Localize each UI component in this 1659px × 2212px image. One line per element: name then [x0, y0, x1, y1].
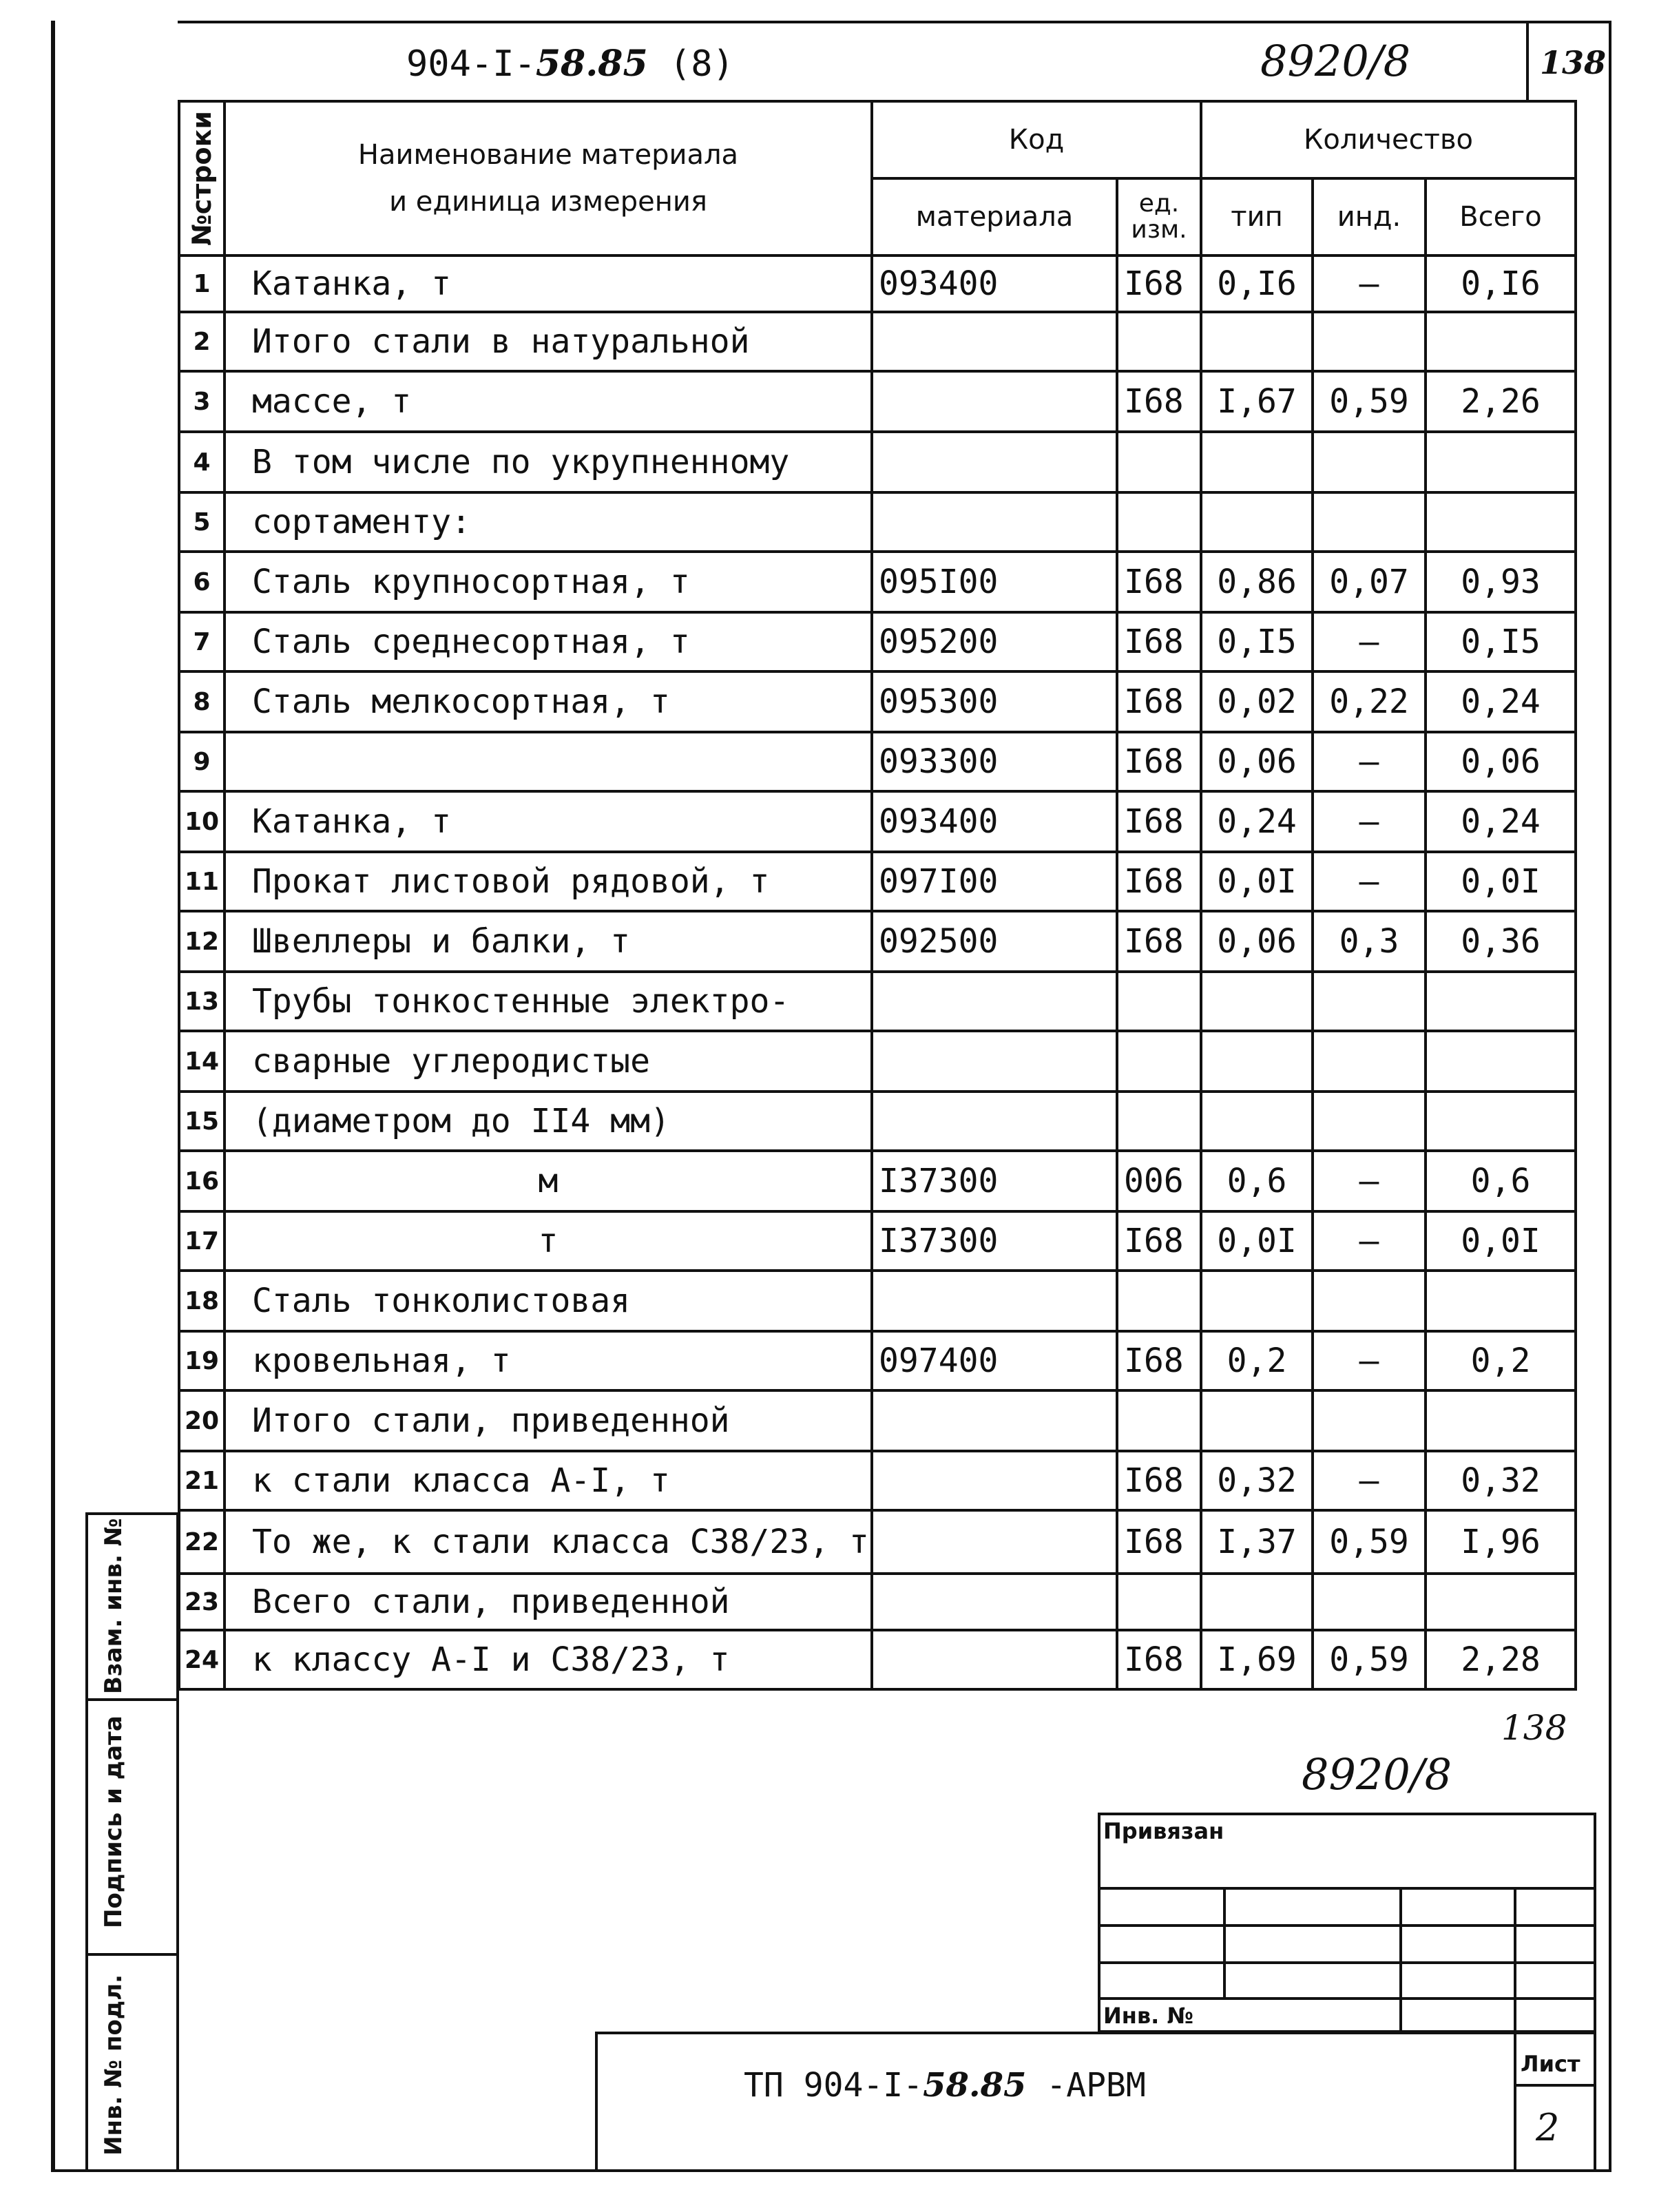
binding-block [1098, 1813, 1596, 2033]
qty-individual: – [1313, 791, 1426, 852]
row-number: 18 [179, 1271, 225, 1331]
material-code [872, 1390, 1117, 1451]
qty-total: 0,06 [1426, 732, 1576, 791]
qty-typical: 0,I6 [1201, 255, 1313, 312]
material-name: Итого стали, приведенной [225, 1390, 872, 1451]
table-row [179, 1151, 1576, 1211]
unit-code: I68 [1117, 671, 1201, 732]
material-code: 095300 [872, 671, 1117, 732]
unit-code [1117, 1574, 1201, 1630]
row-number: 13 [179, 972, 225, 1031]
row-number: 7 [179, 612, 225, 671]
stamp-archive-number: 8920/8 [1302, 1749, 1452, 1799]
row-number: 14 [179, 1031, 225, 1092]
qty-total: 0,0I [1426, 1211, 1576, 1271]
binding-line [1098, 1887, 1596, 1890]
header-material-code: материала [872, 178, 1117, 255]
material-code: 097400 [872, 1331, 1117, 1390]
material-code: 093400 [872, 791, 1117, 852]
material-code: 093400 [872, 255, 1117, 312]
qty-total [1426, 1031, 1576, 1092]
qty-typical: 0,0I [1201, 852, 1313, 911]
qty-individual: – [1313, 1211, 1426, 1271]
unit-code: I68 [1117, 1211, 1201, 1271]
table-row [179, 1211, 1576, 1271]
qty-total: 0,32 [1426, 1451, 1576, 1510]
material-name: Швеллеры и балки, т [225, 911, 872, 972]
qty-typical: 0,2 [1201, 1331, 1313, 1390]
qty-typical: 0,32 [1201, 1451, 1313, 1510]
table-row [179, 312, 1576, 371]
qty-individual: – [1313, 1331, 1426, 1390]
qty-total: 0,I5 [1426, 612, 1576, 671]
material-name: Катанка, т [225, 255, 872, 312]
row-number: 12 [179, 911, 225, 972]
unit-code: I68 [1117, 255, 1201, 312]
signature-date-label: Подпись и дата [100, 1715, 127, 1928]
qty-total [1426, 312, 1576, 371]
material-code [872, 1271, 1117, 1331]
material-name: (диаметром до II4 мм) [225, 1092, 872, 1151]
material-code [872, 432, 1117, 492]
material-name: То же, к стали класса С38/23, т [225, 1510, 872, 1574]
material-name: к классу А-I и С38/23, т [225, 1630, 872, 1689]
binding-line [1098, 1924, 1596, 1927]
unit-code [1117, 312, 1201, 371]
qty-total: 0,24 [1426, 671, 1576, 732]
binding-vline [1223, 1887, 1226, 2000]
qty-individual: – [1313, 255, 1426, 312]
qty-individual: – [1313, 732, 1426, 791]
qty-typical: 0,06 [1201, 911, 1313, 972]
row-number: 17 [179, 1211, 225, 1271]
qty-total: 0,36 [1426, 911, 1576, 972]
table-row [179, 911, 1576, 972]
unit-code: I68 [1117, 1630, 1201, 1689]
qty-typical [1201, 972, 1313, 1031]
material-code [872, 972, 1117, 1031]
material-code: 097I00 [872, 852, 1117, 911]
table-row [179, 852, 1576, 911]
qty-typical [1201, 1390, 1313, 1451]
table-body [179, 255, 1576, 1689]
header-qty-typical: тип [1201, 178, 1313, 255]
material-name: м [225, 1151, 872, 1211]
table-row [179, 1510, 1576, 1574]
qty-typical [1201, 1271, 1313, 1331]
title-block-sheet-number: 2 [1536, 2106, 1560, 2149]
table-row [179, 432, 1576, 492]
side-divider [85, 1512, 179, 1515]
material-code [872, 1092, 1117, 1151]
qty-individual [1313, 1031, 1426, 1092]
qty-individual: – [1313, 1151, 1426, 1211]
sheet-label: Лист [1521, 2051, 1580, 2077]
material-name: Сталь мелкосортная, т [225, 671, 872, 732]
row-number: 20 [179, 1390, 225, 1451]
binding-line [1098, 1997, 1596, 2000]
qty-total [1426, 1390, 1576, 1451]
material-code [872, 1451, 1117, 1510]
qty-total: 0,0I [1426, 852, 1576, 911]
material-name: массе, т [225, 371, 872, 432]
qty-individual [1313, 432, 1426, 492]
row-number: 24 [179, 1630, 225, 1689]
unit-code [1117, 492, 1201, 552]
unit-code: I68 [1117, 1451, 1201, 1510]
materials-table [178, 100, 1577, 1691]
material-name: Трубы тонкостенные электро- [225, 972, 872, 1031]
row-number: 6 [179, 552, 225, 612]
unit-code [1117, 1092, 1201, 1151]
unit-code: I68 [1117, 852, 1201, 911]
qty-individual: 0,59 [1313, 1630, 1426, 1689]
qty-individual: 0,07 [1313, 552, 1426, 612]
title-handwritten: 58.85 [923, 2066, 1027, 2105]
table-row [179, 1271, 1576, 1331]
inventory-label: Инв. № [1103, 2003, 1193, 2029]
row-number: 16 [179, 1151, 225, 1211]
material-code: I37300 [872, 1211, 1117, 1271]
title-block-hline [1514, 2084, 1596, 2087]
unit-code: I68 [1117, 732, 1201, 791]
qty-typical: I,69 [1201, 1630, 1313, 1689]
row-number: 5 [179, 492, 225, 552]
qty-typical [1201, 492, 1313, 552]
qty-typical: 0,86 [1201, 552, 1313, 612]
qty-total: I,96 [1426, 1510, 1576, 1574]
material-name [225, 732, 872, 791]
qty-individual: 0,59 [1313, 371, 1426, 432]
unit-code [1117, 1031, 1201, 1092]
row-number: 10 [179, 791, 225, 852]
unit-code: I68 [1117, 1331, 1201, 1390]
material-name: сортаменту: [225, 492, 872, 552]
unit-code: 006 [1117, 1151, 1201, 1211]
document-code-suffix: (8) [669, 43, 734, 85]
row-number: 11 [179, 852, 225, 911]
table-row [179, 732, 1576, 791]
table-row [179, 492, 1576, 552]
material-name: Сталь среднесортная, т [225, 612, 872, 671]
table-row [179, 552, 1576, 612]
row-number: 19 [179, 1331, 225, 1390]
row-number: 23 [179, 1574, 225, 1630]
material-code [872, 312, 1117, 371]
unit-code: I68 [1117, 911, 1201, 972]
table-row [179, 371, 1576, 432]
qty-individual [1313, 972, 1426, 1031]
material-name: Прокат листовой рядовой, т [225, 852, 872, 911]
qty-total [1426, 972, 1576, 1031]
material-name: кровельная, т [225, 1331, 872, 1390]
material-code: 095I00 [872, 552, 1117, 612]
qty-typical [1201, 432, 1313, 492]
binding-vline [1514, 1887, 1516, 2033]
qty-individual [1313, 492, 1426, 552]
qty-total: 0,93 [1426, 552, 1576, 612]
row-number: 9 [179, 732, 225, 791]
qty-typical: 0,06 [1201, 732, 1313, 791]
title-block-designation [744, 2066, 1146, 2105]
qty-individual: – [1313, 1451, 1426, 1510]
table-row [179, 1390, 1576, 1451]
binding-label: Привязан [1103, 1818, 1224, 1844]
qty-typical: 0,0I [1201, 1211, 1313, 1271]
row-number: 21 [179, 1451, 225, 1510]
material-name: т [225, 1211, 872, 1271]
table-row [179, 972, 1576, 1031]
material-name: Сталь тонколистовая [225, 1271, 872, 1331]
material-name: сварные углеродистые [225, 1031, 872, 1092]
qty-typical [1201, 1092, 1313, 1151]
qty-typical: 0,02 [1201, 671, 1313, 732]
header-unit-code: ед. изм. [1117, 178, 1201, 255]
table-row [179, 671, 1576, 732]
document-code-handwritten: 58.85 [535, 43, 648, 85]
material-code [872, 1510, 1117, 1574]
table-row [179, 612, 1576, 671]
material-name: Итого стали в натуральной [225, 312, 872, 371]
row-number: 4 [179, 432, 225, 492]
qty-individual [1313, 1390, 1426, 1451]
qty-total [1426, 1574, 1576, 1630]
unit-code: I68 [1117, 612, 1201, 671]
qty-total [1426, 492, 1576, 552]
qty-total [1426, 1092, 1576, 1151]
qty-typical [1201, 312, 1313, 371]
binding-vline [1399, 1887, 1402, 2033]
qty-total: 2,28 [1426, 1630, 1576, 1689]
qty-typical: 0,6 [1201, 1151, 1313, 1211]
header-row-number: №строки [179, 101, 225, 255]
qty-typical: 0,24 [1201, 791, 1313, 852]
material-name: к стали класса А-I, т [225, 1451, 872, 1510]
material-code [872, 1574, 1117, 1630]
qty-total [1426, 1271, 1576, 1331]
title-suffix: -АРВМ [1046, 2066, 1146, 2105]
material-code: 095200 [872, 612, 1117, 671]
material-code [872, 1031, 1117, 1092]
material-code [872, 1630, 1117, 1689]
material-code [872, 492, 1117, 552]
row-number: 3 [179, 371, 225, 432]
header-quantity-group: Количество [1201, 101, 1576, 178]
qty-typical: 0,I5 [1201, 612, 1313, 671]
table-row [179, 1031, 1576, 1092]
document-code [406, 43, 734, 85]
header-qty-individual: инд. [1313, 178, 1426, 255]
header-material-name: Наименование материала и единица измерения [225, 101, 872, 255]
binding-line [1098, 1961, 1596, 1964]
material-code: 092500 [872, 911, 1117, 972]
qty-total: 0,I6 [1426, 255, 1576, 312]
header-code-group: Код [872, 101, 1201, 178]
unit-code [1117, 972, 1201, 1031]
unit-code [1117, 1390, 1201, 1451]
qty-total [1426, 432, 1576, 492]
unit-code: I68 [1117, 552, 1201, 612]
side-divider [85, 1698, 179, 1701]
qty-individual: 0,3 [1313, 911, 1426, 972]
table-row [179, 1630, 1576, 1689]
qty-individual: 0,22 [1313, 671, 1426, 732]
row-number: 22 [179, 1510, 225, 1574]
material-name: Катанка, т [225, 791, 872, 852]
table-row [179, 255, 1576, 312]
unit-code: I68 [1117, 371, 1201, 432]
header-separator [1526, 21, 1529, 102]
stamp-sheet-number: 138 [1501, 1708, 1567, 1748]
unit-code: I68 [1117, 791, 1201, 852]
qty-total: 0,6 [1426, 1151, 1576, 1211]
table-row [179, 1574, 1576, 1630]
row-number: 8 [179, 671, 225, 732]
qty-total: 0,2 [1426, 1331, 1576, 1390]
original-inventory-label: Инв. № подл. [100, 1974, 127, 2156]
archive-number: 8920/8 [1260, 36, 1411, 86]
qty-individual: – [1313, 612, 1426, 671]
table-row [179, 1331, 1576, 1390]
side-divider [85, 1953, 179, 1956]
header-qty-total: Всего [1426, 178, 1576, 255]
qty-individual [1313, 312, 1426, 371]
table-row [179, 791, 1576, 852]
material-code [872, 371, 1117, 432]
qty-total: 2,26 [1426, 371, 1576, 432]
material-code: I37300 [872, 1151, 1117, 1211]
table-row [179, 1451, 1576, 1510]
replacement-inventory-label: Взам. инв. № [100, 1518, 127, 1694]
material-name: В том числе по укрупненному [225, 432, 872, 492]
document-code-prefix: 904-I- [406, 43, 536, 85]
title-block-vline [1514, 2032, 1516, 2172]
row-number: 1 [179, 255, 225, 312]
qty-typical: I,37 [1201, 1510, 1313, 1574]
qty-individual [1313, 1271, 1426, 1331]
title-prefix: ТП 904-I- [744, 2066, 924, 2105]
unit-code: I68 [1117, 1510, 1201, 1574]
qty-typical [1201, 1031, 1313, 1092]
qty-individual [1313, 1092, 1426, 1151]
material-code: 093300 [872, 732, 1117, 791]
table-row [179, 1092, 1576, 1151]
sheet-number: 138 [1540, 44, 1607, 81]
qty-individual [1313, 1574, 1426, 1630]
qty-individual: 0,59 [1313, 1510, 1426, 1574]
qty-total: 0,24 [1426, 791, 1576, 852]
material-name: Всего стали, приведенной [225, 1574, 872, 1630]
row-number: 15 [179, 1092, 225, 1151]
unit-code [1117, 1271, 1201, 1331]
unit-code [1117, 432, 1201, 492]
row-number: 2 [179, 312, 225, 371]
qty-individual: – [1313, 852, 1426, 911]
qty-typical: I,67 [1201, 371, 1313, 432]
material-name: Сталь крупносортная, т [225, 552, 872, 612]
qty-typical [1201, 1574, 1313, 1630]
